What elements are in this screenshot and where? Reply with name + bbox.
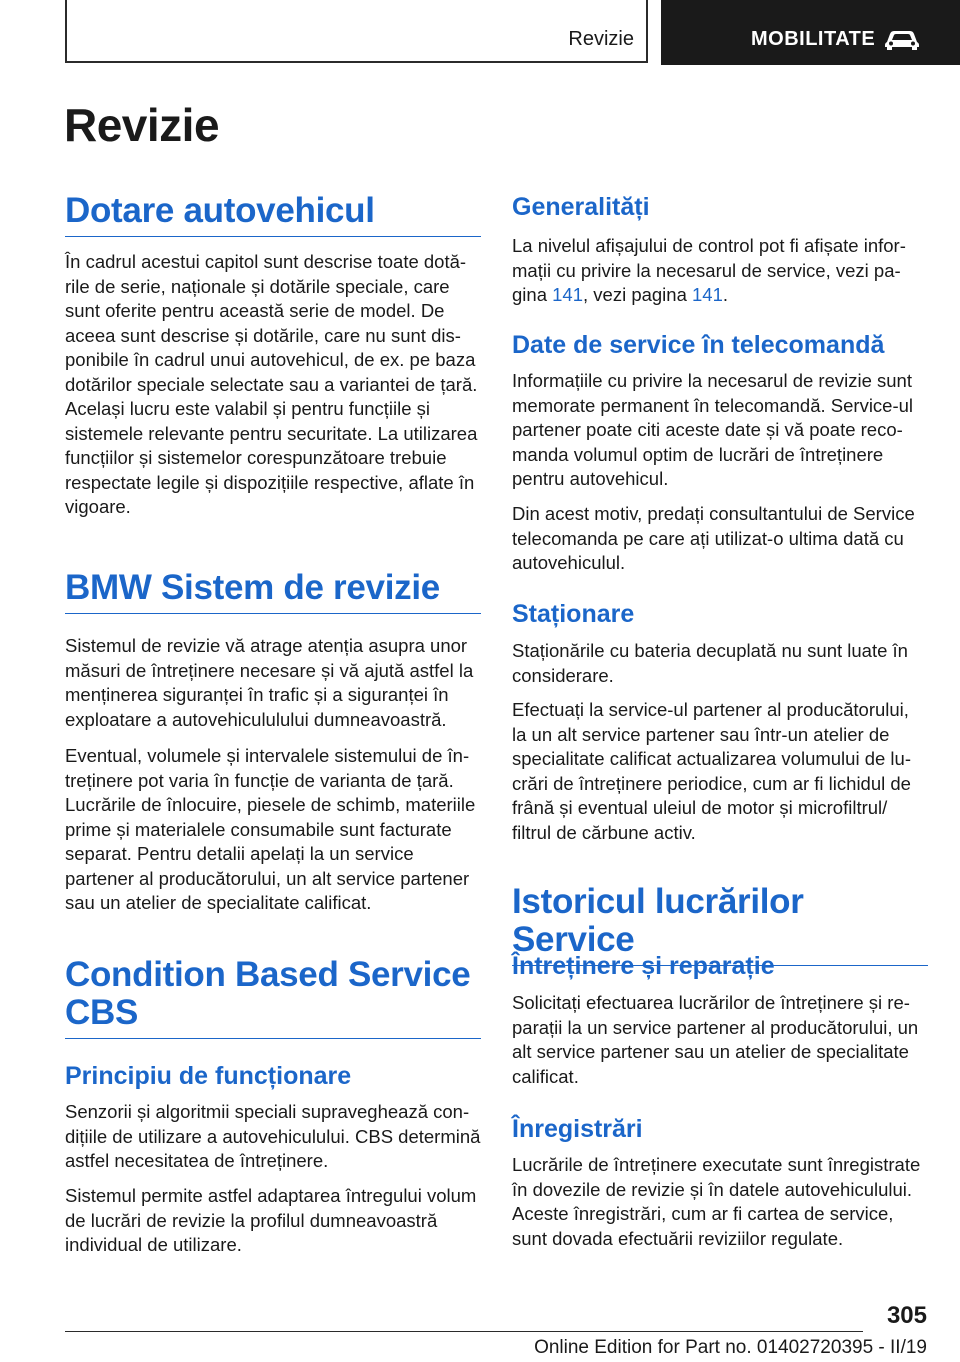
heading-date-de-service-in-telecomanda: Date de service în telecomandă xyxy=(512,331,885,359)
page-link-141-b[interactable]: 141 xyxy=(692,284,723,305)
heading-intretinere-si-reparatie: Întreținere și reparație xyxy=(512,952,775,980)
page-number: 305 xyxy=(886,1302,927,1329)
page-title: Revizie xyxy=(64,99,220,151)
heading-condition-based-service: Condition Based Service CBS xyxy=(65,956,481,1039)
page-link-141-a[interactable]: 141 xyxy=(552,284,583,305)
heading-inregistrari: Înregistrări xyxy=(512,1115,643,1143)
generalitati-text-c: . xyxy=(722,284,729,305)
header-section-label: Revizie xyxy=(568,28,634,50)
paragraph-dotare: În cadrul acestui capitol sunt descrise toate dotările de serie, naționale și dotările speciale, care sunt oferite pentru această serie de model. De aceea sunt descrise și dotările, care nu sunt disponibile în cadrul unui autovehicul, de ex. pe baza dotărilor speciale selectate sau a variantei de țară. Același lucru este valabil și pentru funcțiile și sistemele relevante pentru securitate. La utilizarea funcțiilor și sistemelor corespunzătoare trebuie respectate legile și dispozițiile respective, aflate în vigoare. xyxy=(65,251,478,517)
heading-dotare-autovehicul: Dotare autovehicul xyxy=(65,192,481,237)
paragraph-bmw-1: Sistemul de revizie vă atrage atenția asupra unor măsuri de întreținere necesare și vă ajută astfel la menținerea siguranței în trafic și a siguranței în exploatare a autovehicululului dumneavoastră. xyxy=(65,635,474,730)
heading-istoricul-lucrarilor-service: Istoricul lucrărilor Service xyxy=(512,883,928,966)
chapter-label: MOBILITATE xyxy=(751,28,876,50)
generalitati-text-a: La nivelul afișajului de control pot fi afișate informații cu privire la necesarul de service, vezi pagina xyxy=(512,235,906,305)
paragraph-stationare-2: Efectuați la service-ul partener al producătorului, la un alt service partener sau într-un atelier de specialitate calificat actualizarea volumului de lucrări de întreținere periodice, cum ar fi lichidul de frână și eventual uleiul de motor și microfiltrul/ filtrul de cărbune activ. xyxy=(512,699,911,843)
footer-edition: Online Edition for Part no. 01402720395 - II/19 xyxy=(534,1337,927,1358)
heading-bmw-sistem-de-revizie: BMW Sistem de revizie xyxy=(65,569,481,614)
paragraph-telecomanda-1: Informațiile cu privire la necesarul de revizie sunt memorate permanent în telecomandă. Service-ul partener poate citi aceste date și vă poate recomanda volumul optim de lucrări de întreținere pentru autovehicul. xyxy=(512,370,914,489)
paragraph-stationare-1: Staționările cu bateria decuplată nu sunt luate în considerare. xyxy=(512,640,908,686)
heading-generalitati: Generalități xyxy=(512,193,650,221)
footer-divider xyxy=(65,1331,863,1332)
heading-principiu-de-functionare: Principiu de funcționare xyxy=(65,1062,352,1090)
header-section-box xyxy=(65,0,648,63)
paragraph-inregistrari: Lucrările de întreținere executate sunt înregistrate în dovezile de revizie și în datele autovehiculului. Aceste înregistrări, cum ar fi cartea de service, sunt dovada efectuării reviziilor regulate. xyxy=(512,1154,921,1249)
header-chapter-tab[interactable] xyxy=(661,0,960,65)
heading-stationare: Staționare xyxy=(512,600,635,628)
paragraph-telecomanda-2: Din acest motiv, predați consultantului de Service telecomanda pe care ați utilizat-o ultima dată cu autovehiculul. xyxy=(512,503,915,573)
paragraph-intretinere: Solicitați efectuarea lucrărilor de întreținere și reparații la un service partener al producătorului, un alt service partener sau un atelier de specialitate calificat. xyxy=(512,992,919,1087)
paragraph-bmw-2: Eventual, volumele și intervalele sistemului de întreținere pot varia în funcție de varianta de țară. Lucrările de înlocuire, piesele de schimb, materiile prime și materialele consumabile sunt facturate separat. Pentru detalii apelați la un service partener al producătorului, un alt service partener sau un atelier de specialitate calificat. xyxy=(65,745,476,913)
car-icon xyxy=(883,28,921,50)
paragraph-principiu-2: Sistemul permite astfel adaptarea întregului volum de lucrări de revizie la profilul dumneavoastră individual de utilizare. xyxy=(65,1185,477,1255)
generalitati-text-b: , vezi pagina xyxy=(583,284,693,305)
paragraph-principiu-1: Senzorii și algoritmii speciali supraveghează condițiile de utilizare a autovehiculului. CBS determină astfel necesitatea de întreținere. xyxy=(65,1101,481,1171)
paragraph-generalitati xyxy=(512,234,928,308)
